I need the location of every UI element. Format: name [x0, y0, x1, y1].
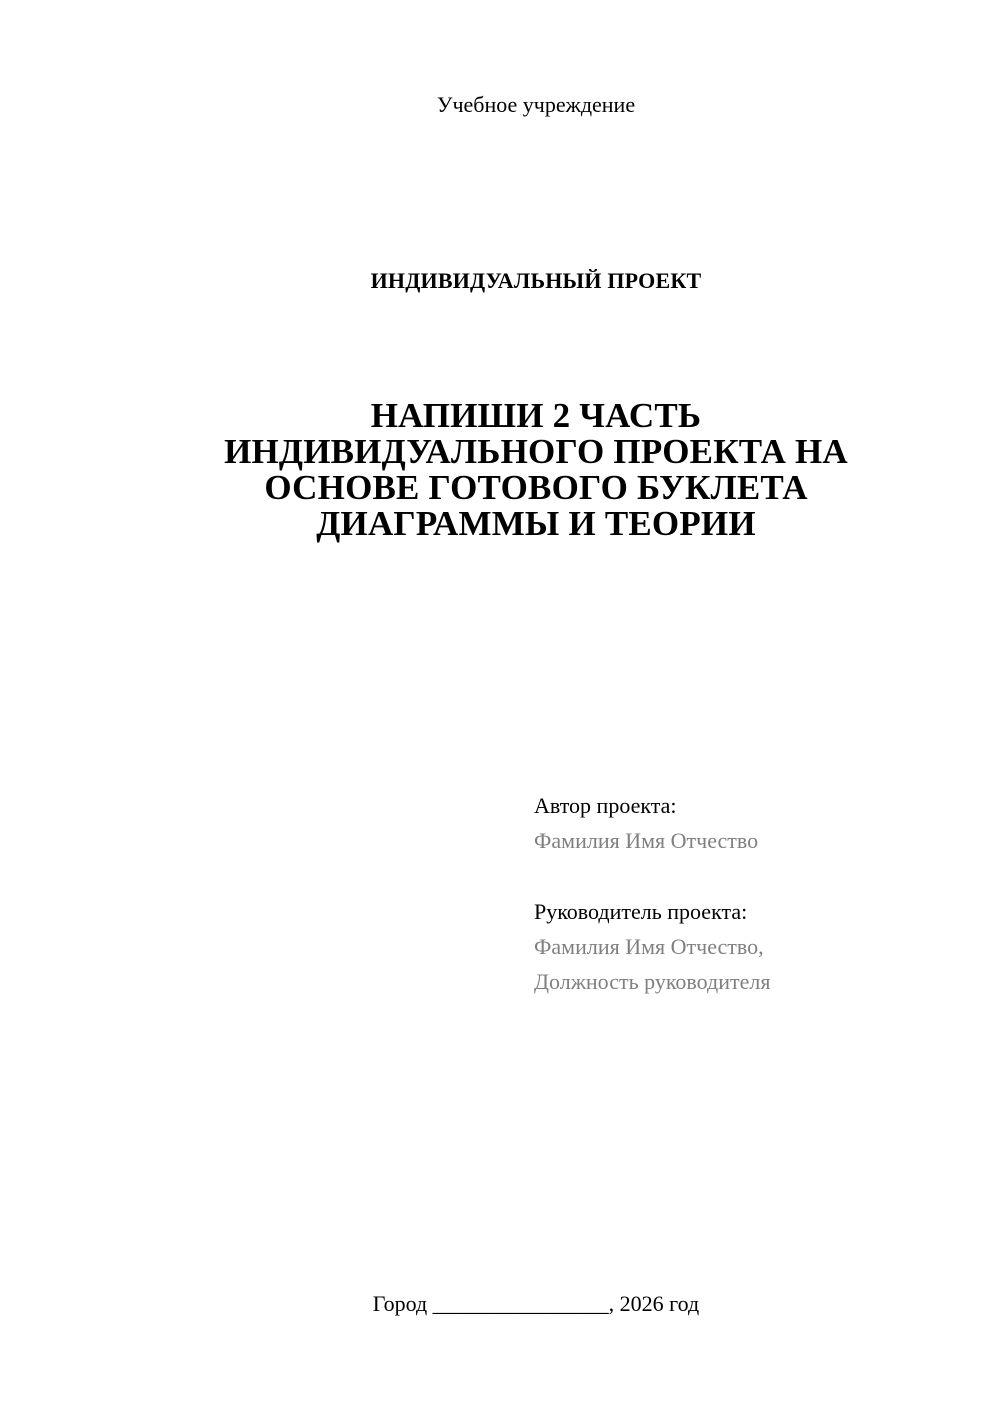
- project-info-block: [534, 788, 770, 999]
- supervisor-name-placeholder: Фамилия Имя Отчество,: [534, 934, 764, 959]
- spacer: [534, 858, 770, 894]
- supervisor-position-placeholder: Должность руководителя: [534, 969, 771, 994]
- project-title: [0, 398, 1000, 542]
- project-kind-heading: ИНДИВИДУАЛЬНЫЙ ПРОЕКТ: [370, 268, 702, 293]
- author-name-placeholder: Фамилия Имя Отчество: [534, 828, 759, 853]
- author-label: Автор проекта:: [534, 793, 677, 818]
- project-title-line: ОСНОВЕ ГОТОВОГО БУКЛЕТА: [264, 468, 808, 507]
- institution-name: Учебное учреждение: [436, 92, 636, 117]
- project-title-line: ДИАГРАММЫ И ТЕОРИИ: [316, 504, 756, 543]
- project-title-line: ИНДИВИДУАЛЬНОГО ПРОЕКТА НА: [224, 432, 848, 471]
- city-year-line: Город ________________, 2026 год: [372, 1291, 700, 1316]
- project-title-line: НАПИШИ 2 ЧАСТЬ: [370, 396, 702, 435]
- supervisor-label: Руководитель проекта:: [534, 899, 748, 924]
